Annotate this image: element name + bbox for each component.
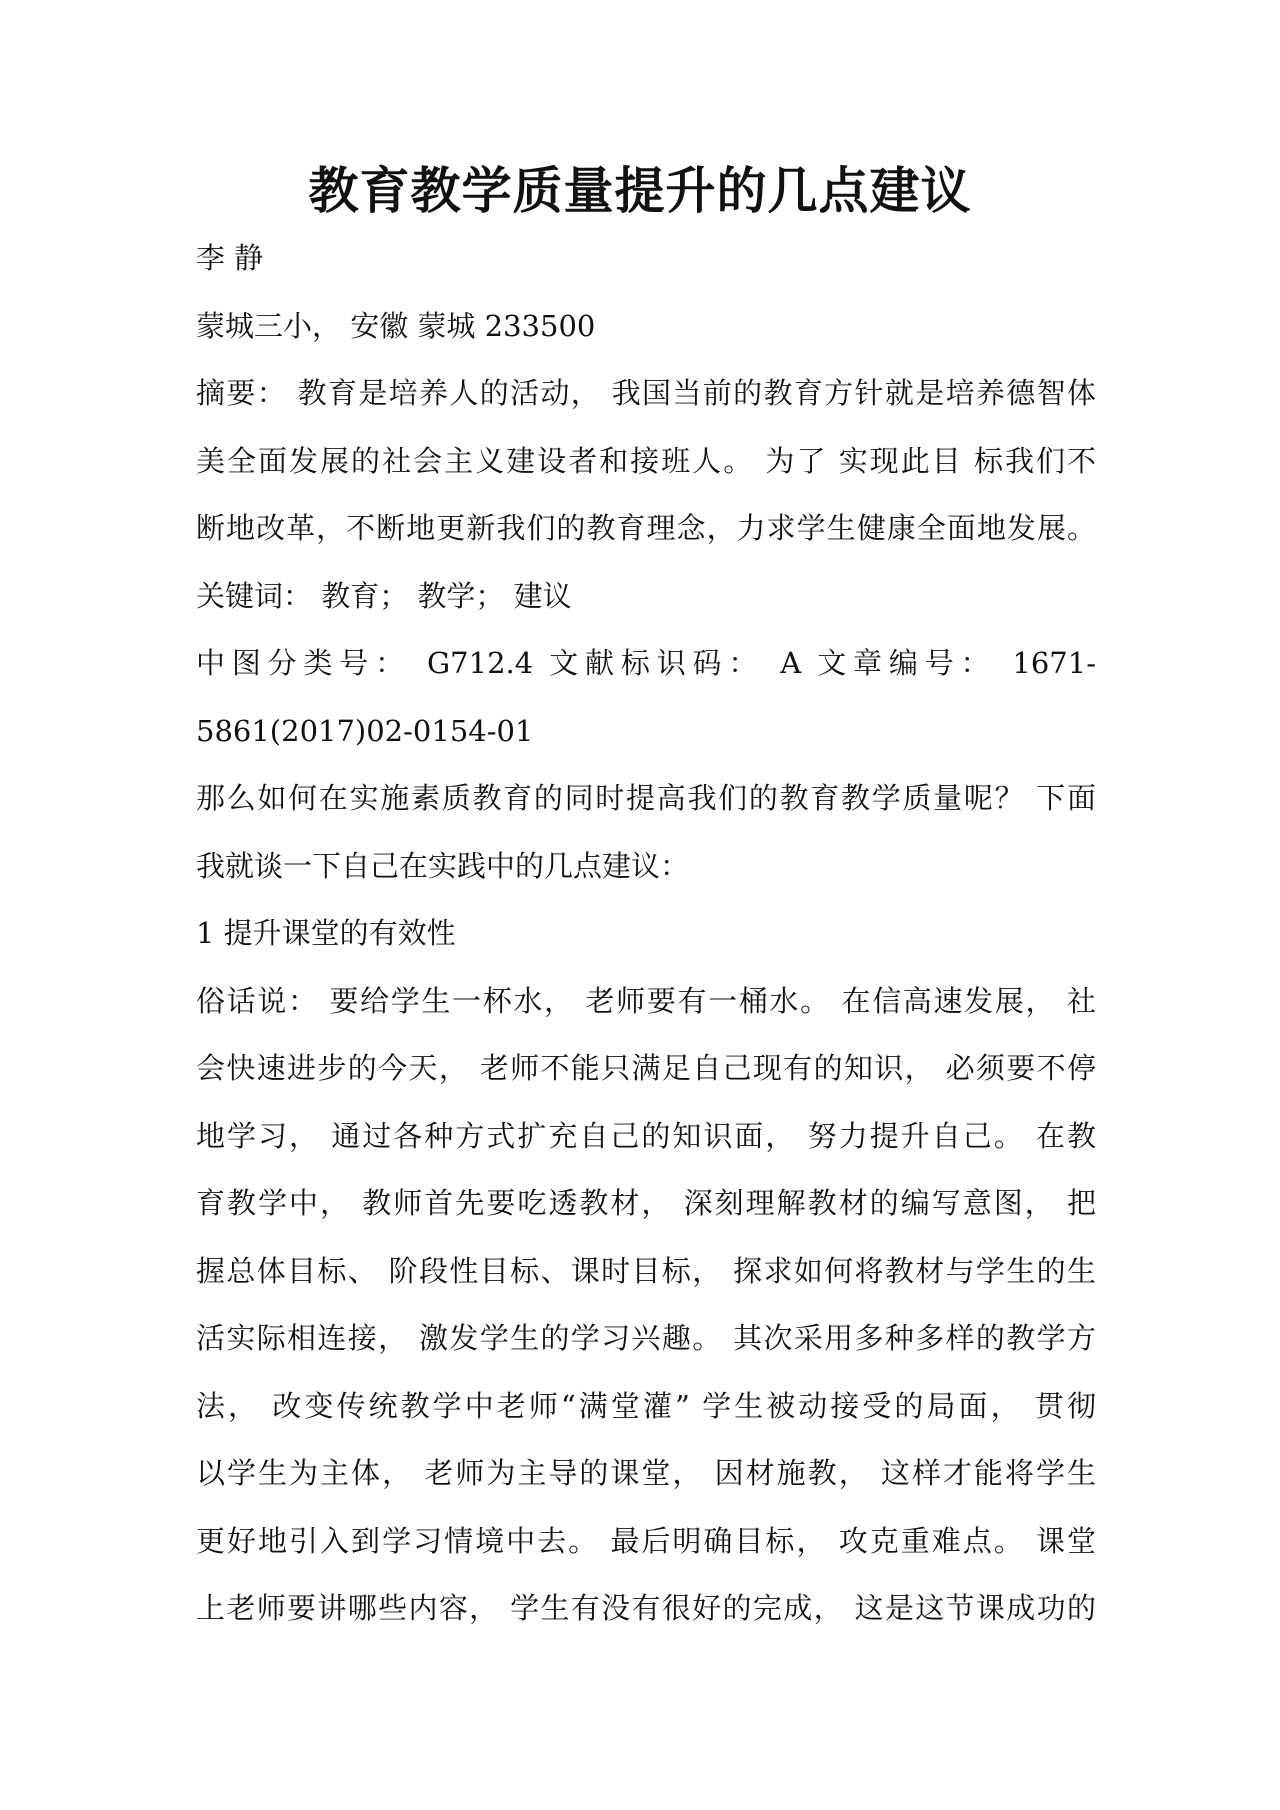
paragraph-line: 地学习， 通过各种方式扩充自己的知识面， 努力提升自己。 在教 xyxy=(196,1118,1096,1153)
abstract-line: 美全面发展的社会主义建设者和接班人。 为了 实现此目 标我们不 xyxy=(196,443,1096,478)
affiliation-line: 蒙城三小， 安徽 蒙城 233500 xyxy=(196,308,596,343)
classification-line: 中图分类号： G712.4 文献标识码： A 文章编号： 1671- xyxy=(196,646,1096,680)
paragraph-line: 上老师要讲哪些内容， 学生有没有很好的完成， 这是这节课成功的 xyxy=(196,1591,1096,1625)
paragraph-line: 更好地引入到学习情境中去。 最后明确目标， 攻克重难点。 课堂 xyxy=(196,1523,1096,1558)
paragraph-line: 会快速进步的今天， 老师不能只满足自己现有的知识， 必须要不停 xyxy=(196,1051,1096,1085)
keywords-line: 关键词： 教育； 教学； 建议 xyxy=(196,578,572,613)
article-body xyxy=(196,225,1096,1643)
paragraph-line: 以学生为主体， 老师为主导的课堂， 因材施教， 这样才能将学生 xyxy=(196,1456,1096,1490)
intro-line: 那么如何在实施素质教育的同时提高我们的教育教学质量呢？ 下面 xyxy=(196,781,1096,815)
page-title: 教育教学质量提升的几点建议 xyxy=(308,162,972,220)
section-heading: 1 提升课堂的有效性 xyxy=(196,916,456,950)
paragraph-line: 俗话说： 要给学生一杯水， 老师要有一桶水。 在信高速发展， 社 xyxy=(196,983,1096,1018)
abstract-line: 摘要： 教育是培养人的活动， 我国当前的教育方针就是培养德智体 xyxy=(196,376,1096,410)
paragraph-line: 握总体目标、 阶段性目标、课时目标， 探求如何将教材与学生的生 xyxy=(196,1253,1096,1288)
abstract-line: 断地改革，不断地更新我们的教育理念，力求学生健康全面地发展。 xyxy=(196,511,1096,545)
intro-line: 我就谈一下自己在实践中的几点建议： xyxy=(196,848,690,883)
author-line: 李 静 xyxy=(196,241,264,275)
paragraph-line: 活实际相连接， 激发学生的学习兴趣。 其次采用多种多样的教学方 xyxy=(196,1321,1096,1355)
classification-line: 5861(2017)02-0154-01 xyxy=(196,713,534,748)
paragraph-line: 育教学中， 教师首先要吃透教材， 深刻理解教材的编写意图， 把 xyxy=(196,1186,1096,1220)
paragraph-line: 法， 改变传统教学中老师“满堂灌” 学生被动接受的局面， 贯彻 xyxy=(196,1388,1096,1423)
